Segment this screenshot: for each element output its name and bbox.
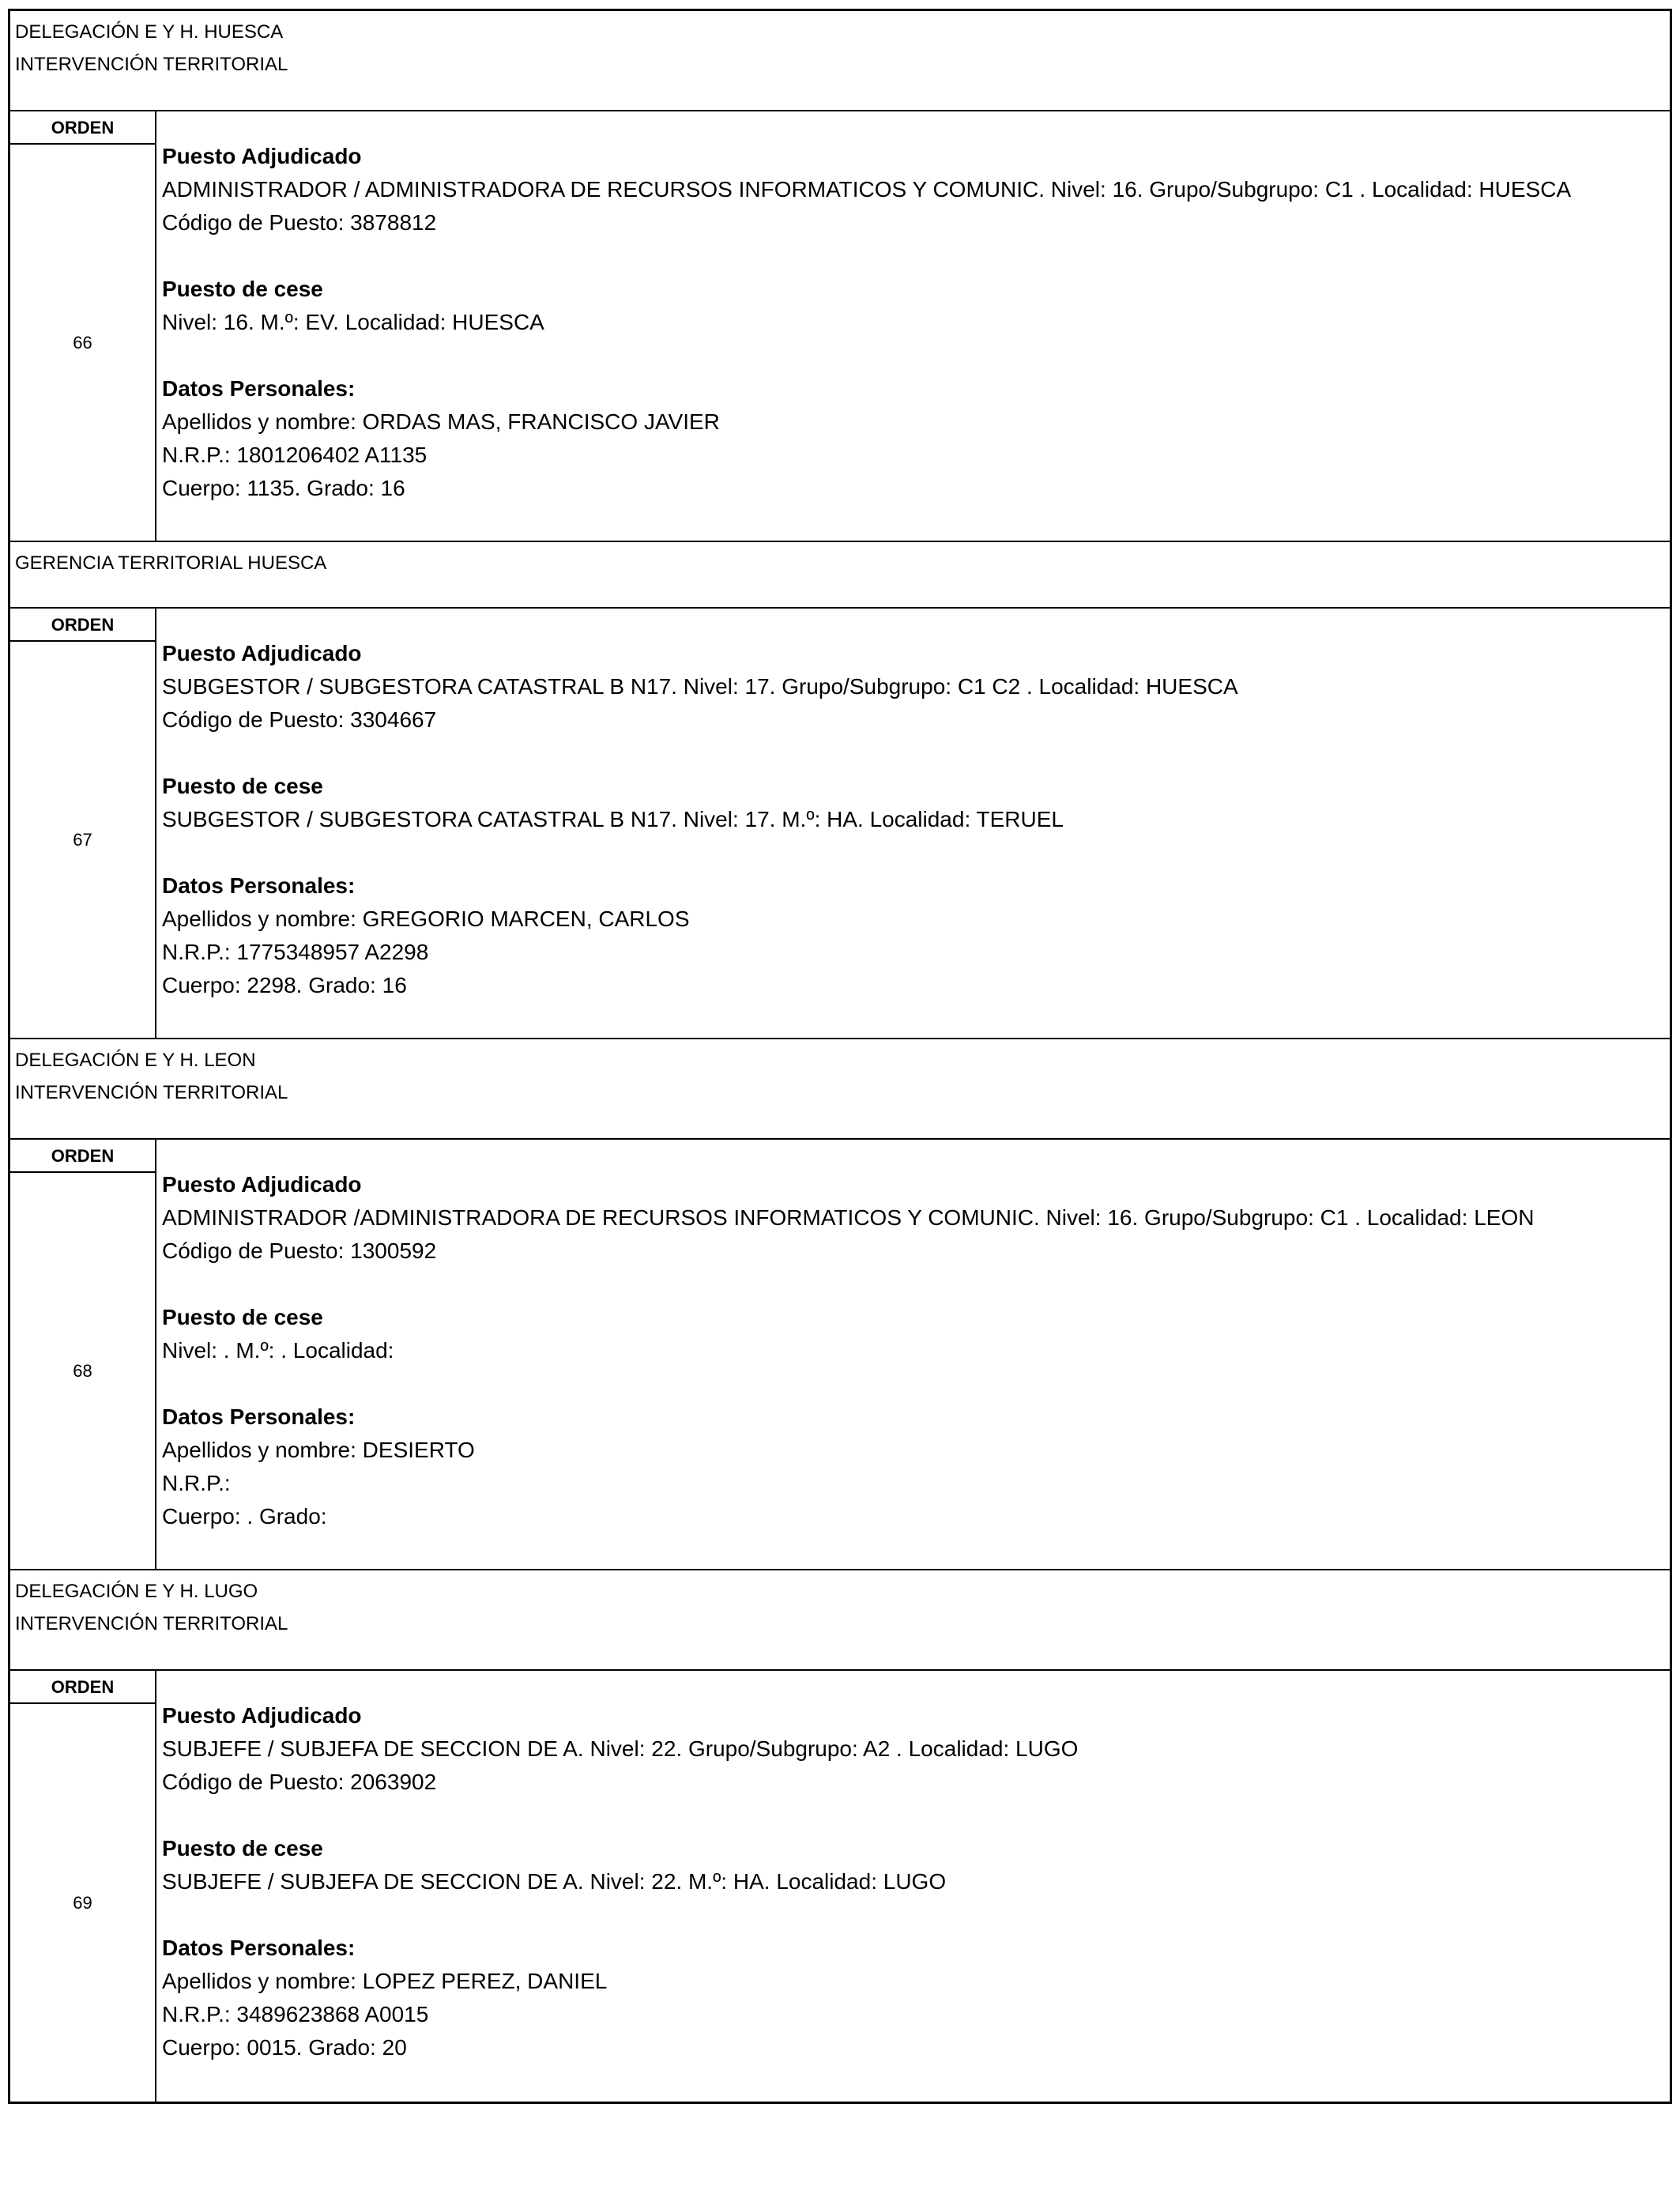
orden-label: ORDEN [10,111,155,145]
section-header-line: GERENCIA TERRITORIAL HUESCA [15,552,327,574]
nrp: N.R.P.: 3489623868 A0015 [162,2002,429,2026]
entry-row [10,111,1670,542]
section-header [10,11,1670,111]
cese-title: Puesto de cese [162,774,323,798]
orden-column [10,609,156,1038]
section-header [10,1039,1670,1140]
nombre: Apellidos y nombre: LOPEZ PEREZ, DANIEL [162,1969,608,1993]
document-table [8,9,1672,2104]
adjudicado-description: ADMINISTRADOR / ADMINISTRADORA DE RECURSOS INFORMATICOS Y COMUNIC. Nivel: 16. Grupo/Subgrupo: C1 . Localidad: HUESCA [162,177,1572,202]
section-header-line: DELEGACIÓN E Y H. LEON [15,1050,256,1071]
entry-row [10,1140,1670,1570]
adjudicado-description: ADMINISTRADOR /ADMINISTRADORA DE RECURSOS INFORMATICOS Y COMUNIC. Nivel: 16. Grupo/Subgrupo: C1 . Localidad: LEON [162,1205,1535,1230]
orden-label: ORDEN [10,1671,155,1704]
cese-title: Puesto de cese [162,277,323,301]
entry-content [156,1671,1670,2102]
orden-number: 67 [73,829,92,850]
entry-content [156,111,1670,541]
section-header-line: INTERVENCIÓN TERRITORIAL [15,1613,288,1634]
entry-content [156,1140,1670,1569]
cese-description: SUBGESTOR / SUBGESTORA CATASTRAL B N17. Nivel: 17. M.º: HA. Localidad: TERUEL [162,807,1064,831]
datos-title: Datos Personales: [162,1936,356,1960]
codigo-puesto: Código de Puesto: 3878812 [162,210,437,235]
cese-title: Puesto de cese [162,1836,323,1860]
orden-column [10,111,156,541]
spacer [162,1898,1665,1932]
nombre: Apellidos y nombre: GREGORIO MARCEN, CARLOS [162,907,690,931]
section-header [10,1570,1670,1671]
spacer [162,239,1665,273]
cuerpo-grado: Cuerpo: 0015. Grado: 20 [162,2035,407,2060]
adjudicado-title: Puesto Adjudicado [162,641,362,665]
spacer [162,737,1665,770]
section-header-line: DELEGACIÓN E Y H. HUESCA [15,21,284,43]
section-header [10,542,1670,609]
cuerpo-grado: Cuerpo: 1135. Grado: 16 [162,476,405,500]
spacer [162,1799,1665,1832]
orden-column [10,1671,156,2102]
codigo-puesto: Código de Puesto: 3304667 [162,707,437,732]
spacer [162,339,1665,372]
datos-title: Datos Personales: [162,873,356,898]
datos-title: Datos Personales: [162,376,356,401]
cese-description: Nivel: . M.º: . Localidad: [162,1338,394,1363]
adjudicado-description: SUBJEFE / SUBJEFA DE SECCION DE A. Nivel: 22. Grupo/Subgrupo: A2 . Localidad: LUGO [162,1736,1079,1761]
adjudicado-title: Puesto Adjudicado [162,1172,362,1197]
adjudicado-title: Puesto Adjudicado [162,1703,362,1728]
cuerpo-grado: Cuerpo: 2298. Grado: 16 [162,973,407,997]
orden-label: ORDEN [10,1140,155,1173]
nombre: Apellidos y nombre: ORDAS MAS, FRANCISCO JAVIER [162,409,720,434]
spacer [162,1367,1665,1400]
cese-description: SUBJEFE / SUBJEFA DE SECCION DE A. Nivel: 22. M.º: HA. Localidad: LUGO [162,1869,947,1894]
nombre: Apellidos y nombre: DESIERTO [162,1438,475,1462]
entry-row [10,609,1670,1039]
codigo-puesto: Código de Puesto: 1300592 [162,1238,437,1263]
spacer [162,1268,1665,1301]
orden-label: ORDEN [10,609,155,642]
spacer [162,836,1665,869]
orden-number: 69 [73,1892,92,1913]
cuerpo-grado: Cuerpo: . Grado: [162,1504,327,1529]
nrp: N.R.P.: 1775348957 A2298 [162,940,429,964]
codigo-puesto: Código de Puesto: 2063902 [162,1770,437,1794]
section-header-line: INTERVENCIÓN TERRITORIAL [15,1082,288,1103]
orden-number: 68 [73,1360,92,1381]
section-header-line: DELEGACIÓN E Y H. LUGO [15,1581,258,1602]
cese-title: Puesto de cese [162,1305,323,1329]
cese-description: Nivel: 16. M.º: EV. Localidad: HUESCA [162,310,544,334]
orden-column [10,1140,156,1569]
nrp: N.R.P.: 1801206402 A1135 [162,443,428,467]
adjudicado-description: SUBGESTOR / SUBGESTORA CATASTRAL B N17. Nivel: 17. Grupo/Subgrupo: C1 C2 . Localidad: HUESCA [162,674,1238,699]
entry-row [10,1671,1670,2102]
nrp: N.R.P.: [162,1471,231,1495]
datos-title: Datos Personales: [162,1404,356,1429]
entry-content [156,609,1670,1038]
orden-number: 66 [73,332,92,352]
adjudicado-title: Puesto Adjudicado [162,144,362,168]
section-header-line: INTERVENCIÓN TERRITORIAL [15,54,288,75]
